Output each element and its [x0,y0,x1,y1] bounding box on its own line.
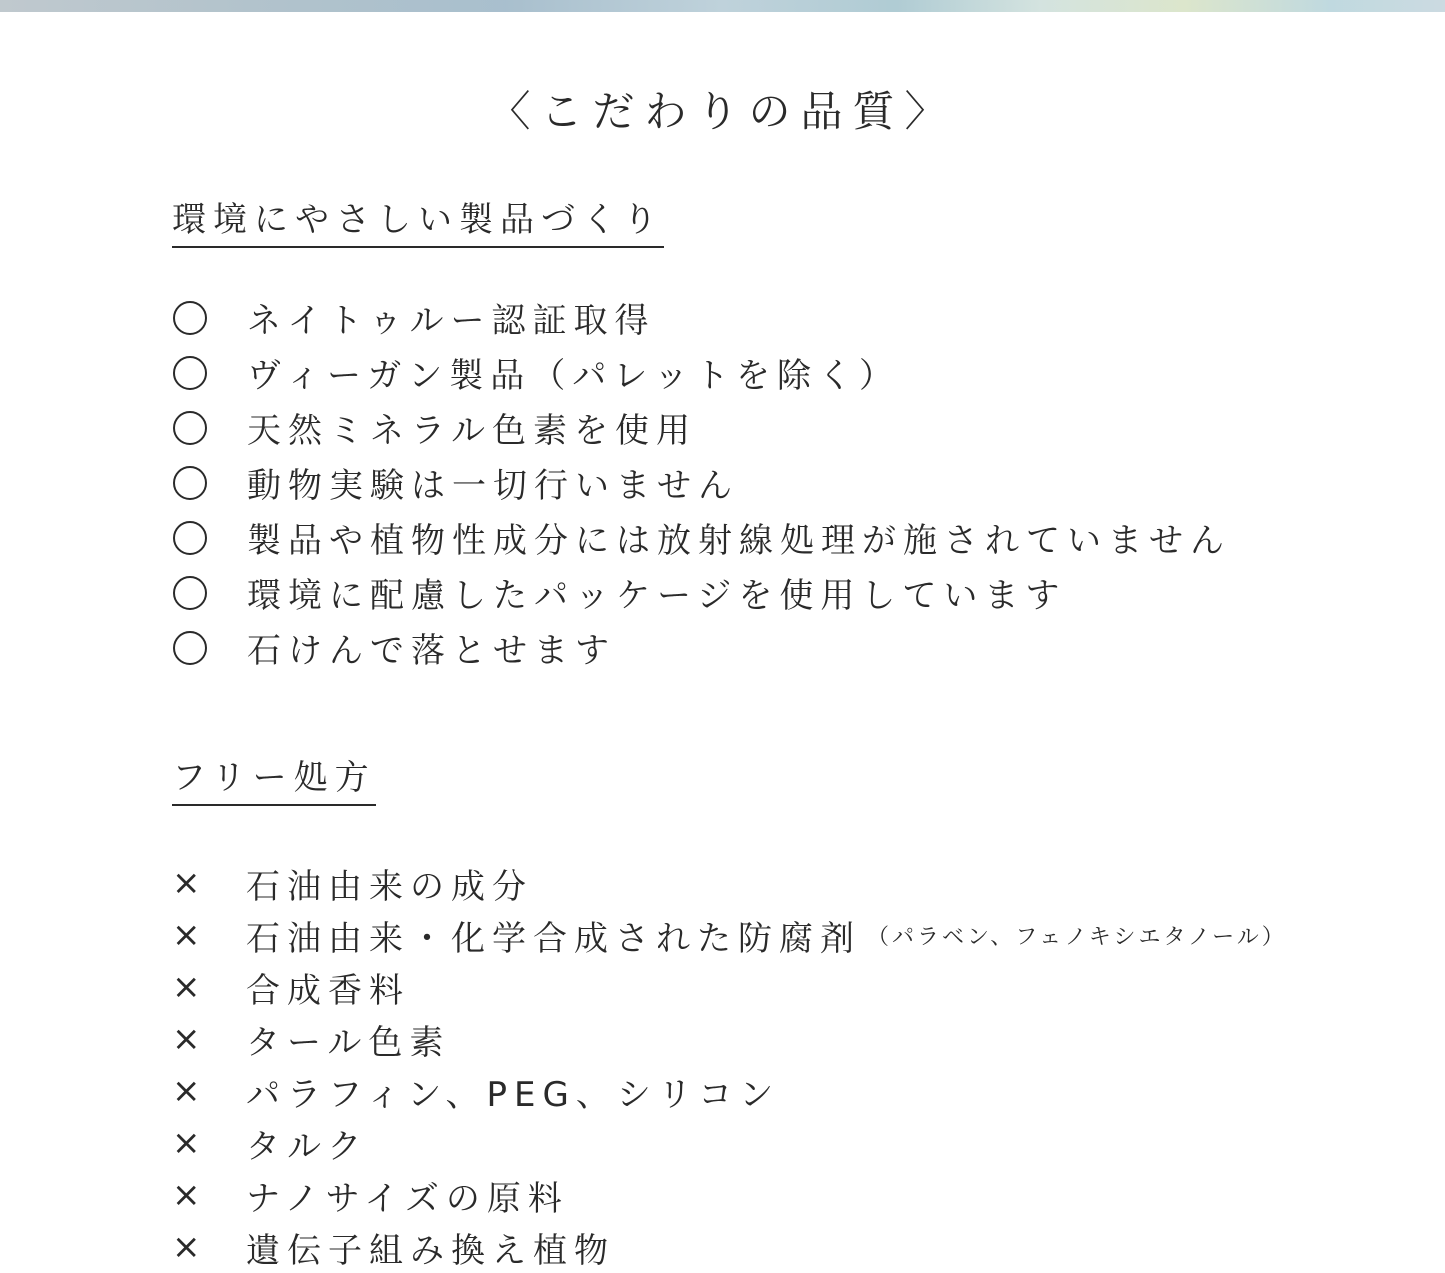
list-item [172,565,1231,620]
list-item-label: タルク [246,1126,369,1167]
cross-icon: × [172,1019,201,1059]
list-item-label: ナノサイズの原料 [246,1178,569,1219]
cross-icon: × [172,1071,201,1111]
free-formula-list [172,857,1287,1273]
list-item-label: タール色素 [246,1022,451,1063]
list-item [172,290,1231,345]
list-item-label: 石油由来・化学合成された防腐剤 [246,918,861,959]
circle-icon [173,631,207,665]
list-item-label: 天然ミネラル色素を使用 [247,411,697,451]
list-item [172,1117,1287,1169]
list-item [172,857,1287,909]
list-item-label: 遺伝子組み換え植物 [246,1230,615,1271]
circle-icon [173,521,207,555]
circle-icon [173,411,207,445]
list-item [172,455,1231,510]
list-item [172,1013,1287,1065]
list-item-label: ヴィーガン製品（パレットを除く） [247,356,900,396]
list-item-label: 石けんで落とせます [247,631,616,671]
section-heading-free: フリー処方 [172,754,376,806]
cross-icon: × [172,863,201,903]
decorative-top-band [0,0,1445,12]
circle-icon [173,301,207,335]
list-item-label: 動物実験は一切行いません [247,466,739,506]
list-item [172,620,1231,675]
list-item-note: （パラベン、フェノキシエタノール） [867,924,1287,950]
cross-icon: × [172,915,201,955]
cross-icon: × [172,967,201,1007]
list-item [172,961,1287,1013]
list-item-label: 製品や植物性成分には放射線処理が施されていません [247,521,1231,561]
circle-icon [173,576,207,610]
eco-feature-list [172,290,1231,675]
list-item-label: 環境に配慮したパッケージを使用しています [247,576,1067,616]
cross-icon: × [172,1123,201,1163]
page-title: 〈こだわりの品質〉 [488,87,957,136]
cross-icon: × [172,1175,201,1215]
list-item [172,345,1231,400]
list-item-label: ネイトゥルー認証取得 [247,301,656,341]
list-item-label: 合成香料 [246,970,410,1011]
cross-icon: × [172,1227,201,1267]
list-item [172,1169,1287,1221]
list-item [172,400,1231,455]
list-item [172,510,1231,565]
circle-icon [173,356,207,390]
list-item-label: 石油由来の成分 [246,866,533,907]
list-item [172,909,1287,961]
list-item [172,1065,1287,1117]
circle-icon [173,466,207,500]
section-heading-eco: 環境にやさしい製品づくり [172,196,664,248]
list-item-label: パラフィン、PEG、シリコン [246,1074,781,1115]
list-item [172,1221,1287,1273]
